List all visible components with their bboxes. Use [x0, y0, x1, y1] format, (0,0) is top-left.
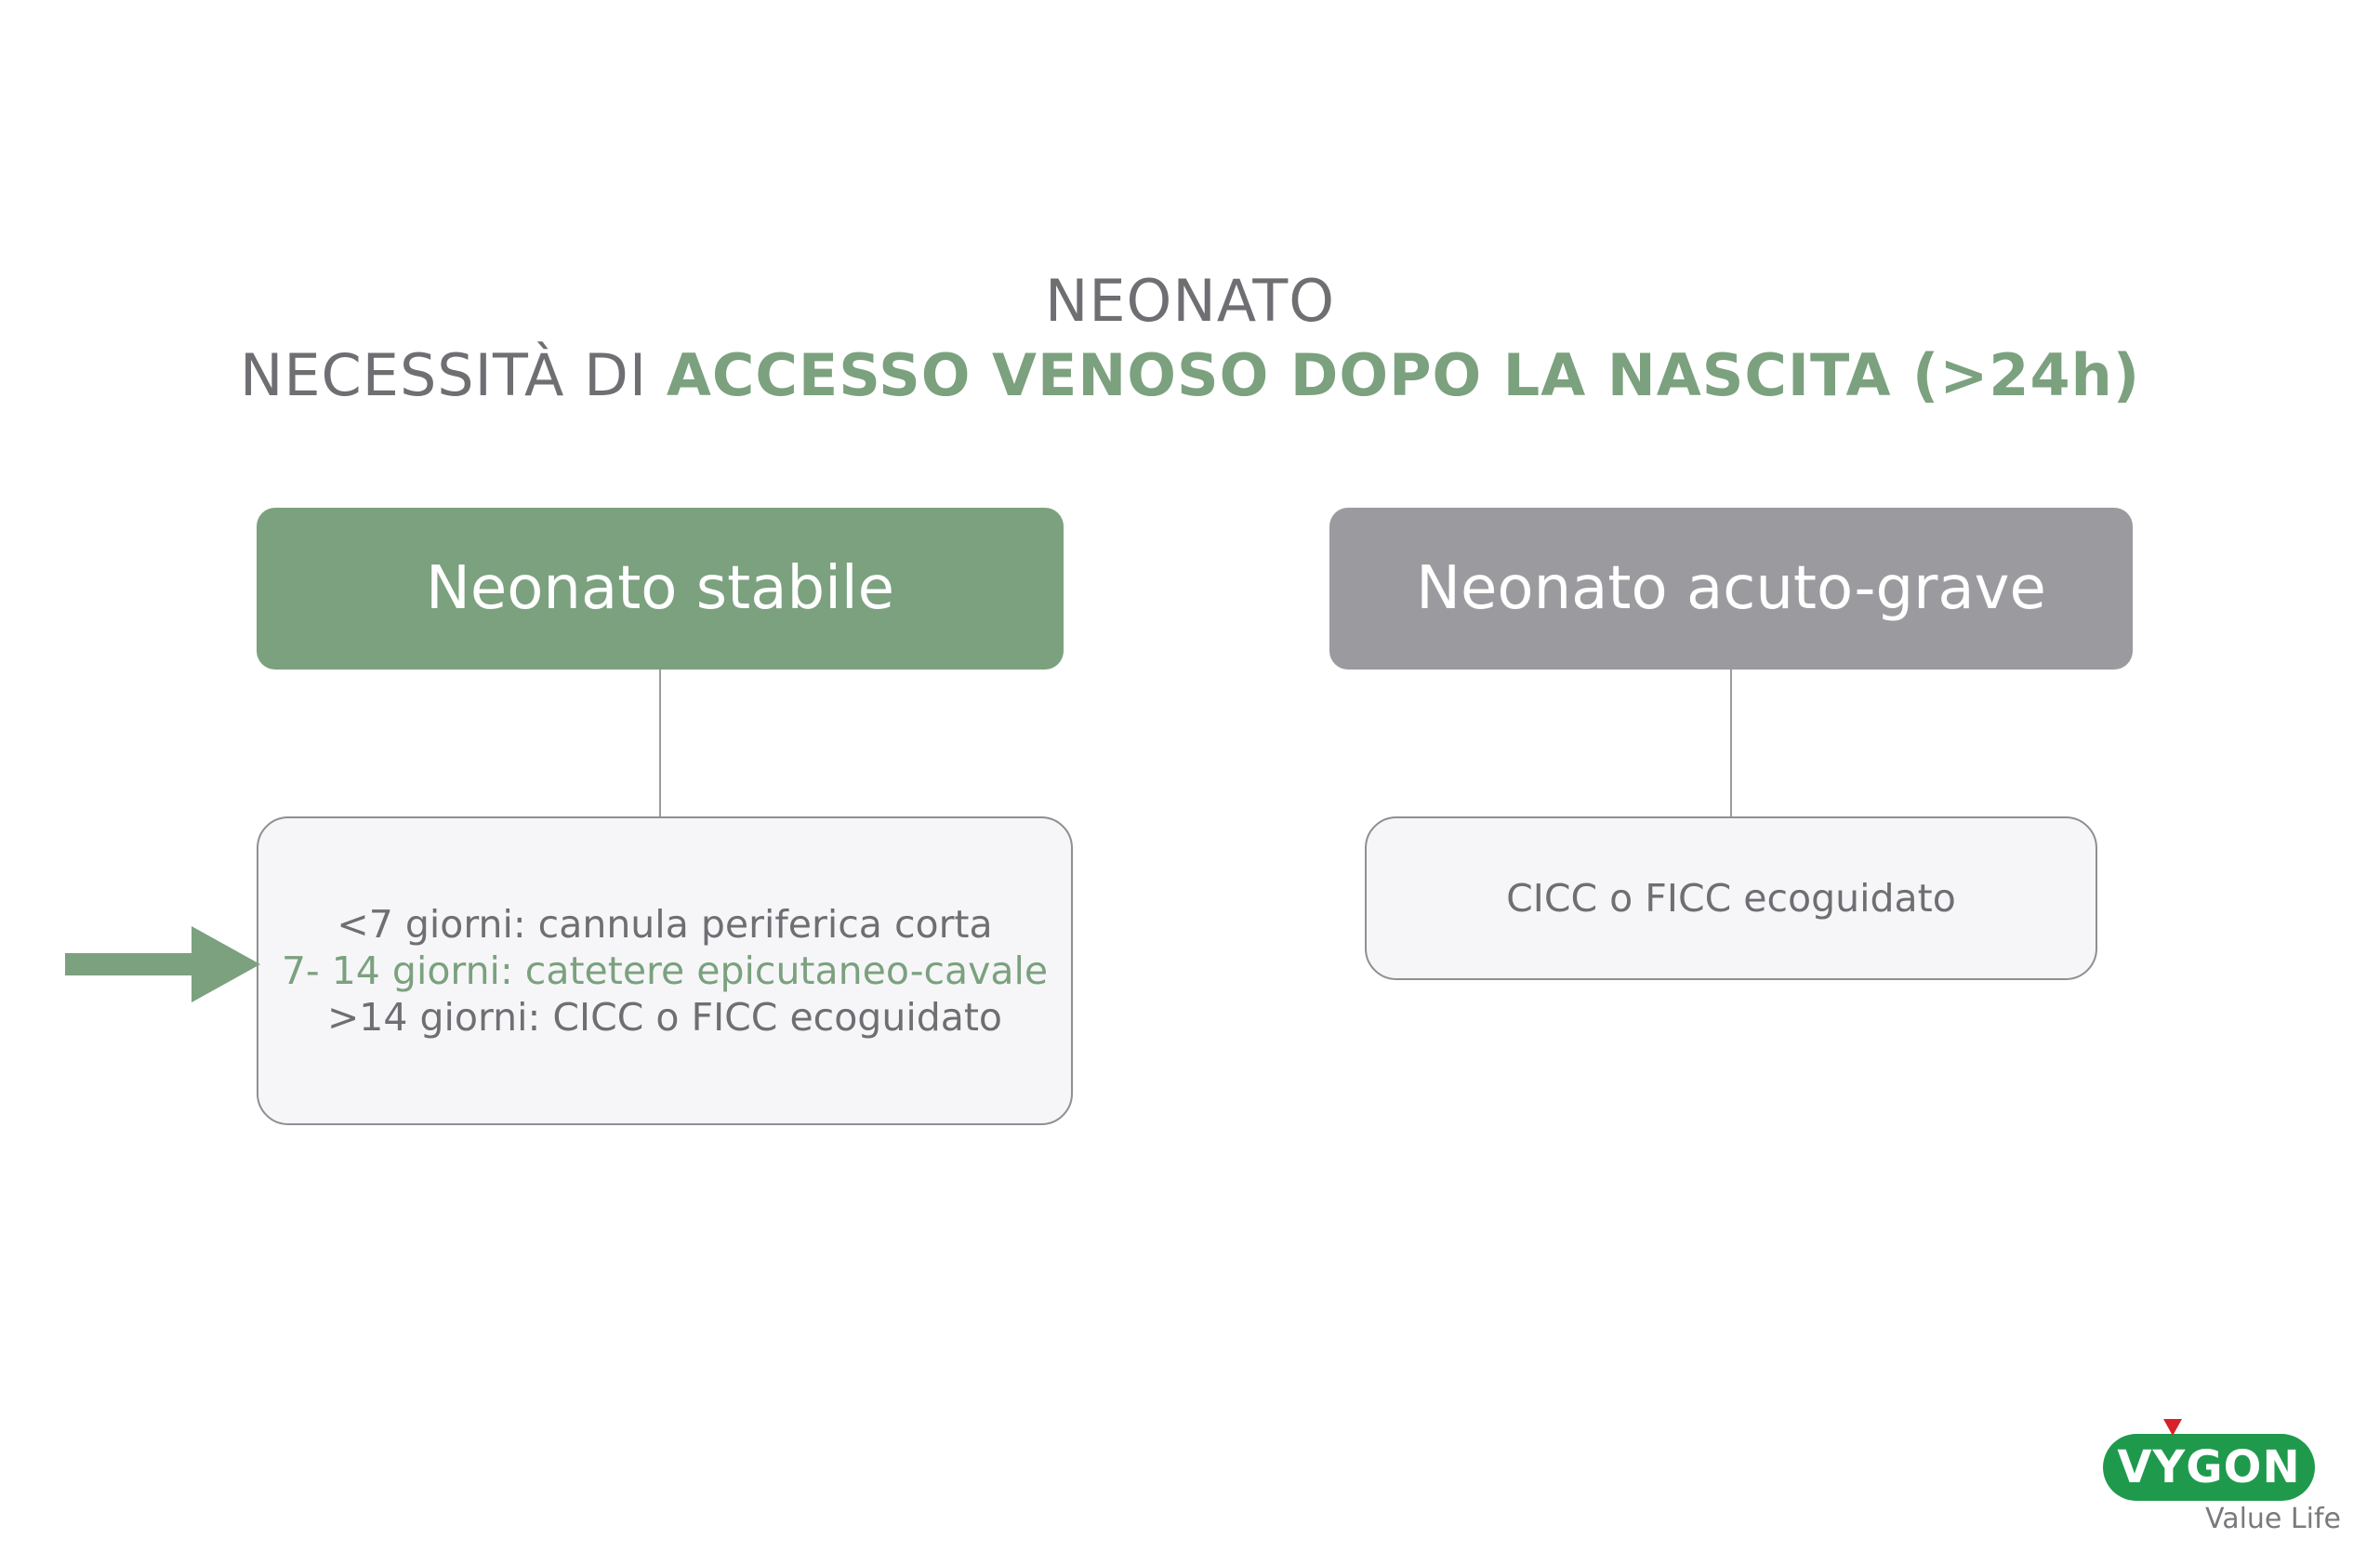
stable-line-mid-term: 7- 14 giorni: catetere epicutaneo-cavale — [281, 948, 1049, 993]
subtitle-prefix: NECESSITÀ DI — [239, 341, 667, 409]
stable-line-short-term: <7 giorni: cannula periferica corta — [337, 902, 993, 947]
acute-line: CICC o FICC ecoguidato — [1506, 876, 1956, 921]
logo-badge: VYGON — [2103, 1434, 2315, 1501]
logo-tagline: Value Life — [2205, 1503, 2341, 1535]
slide-title: NEONATO — [1044, 267, 1335, 335]
stable-connector-line — [659, 670, 661, 816]
acute-connector-line — [1730, 670, 1732, 816]
logo-triangle-icon — [2163, 1419, 2182, 1436]
vygon-logo — [2099, 1419, 2341, 1535]
right-arrow-icon — [65, 926, 260, 1002]
stable-detail-box — [257, 816, 1073, 1125]
slide-subtitle — [0, 337, 2380, 415]
stable-newborn-header: Neonato stabile — [257, 508, 1064, 670]
acute-detail-box — [1365, 816, 2097, 980]
stable-line-long-term: >14 giorni: CICC o FICC ecoguidato — [326, 995, 1003, 1040]
subtitle-accent: ACCESSO VENOSO DOPO LA NASCITA (>24h) — [666, 341, 2141, 409]
acute-newborn-header: Neonato acuto-grave — [1329, 508, 2133, 670]
